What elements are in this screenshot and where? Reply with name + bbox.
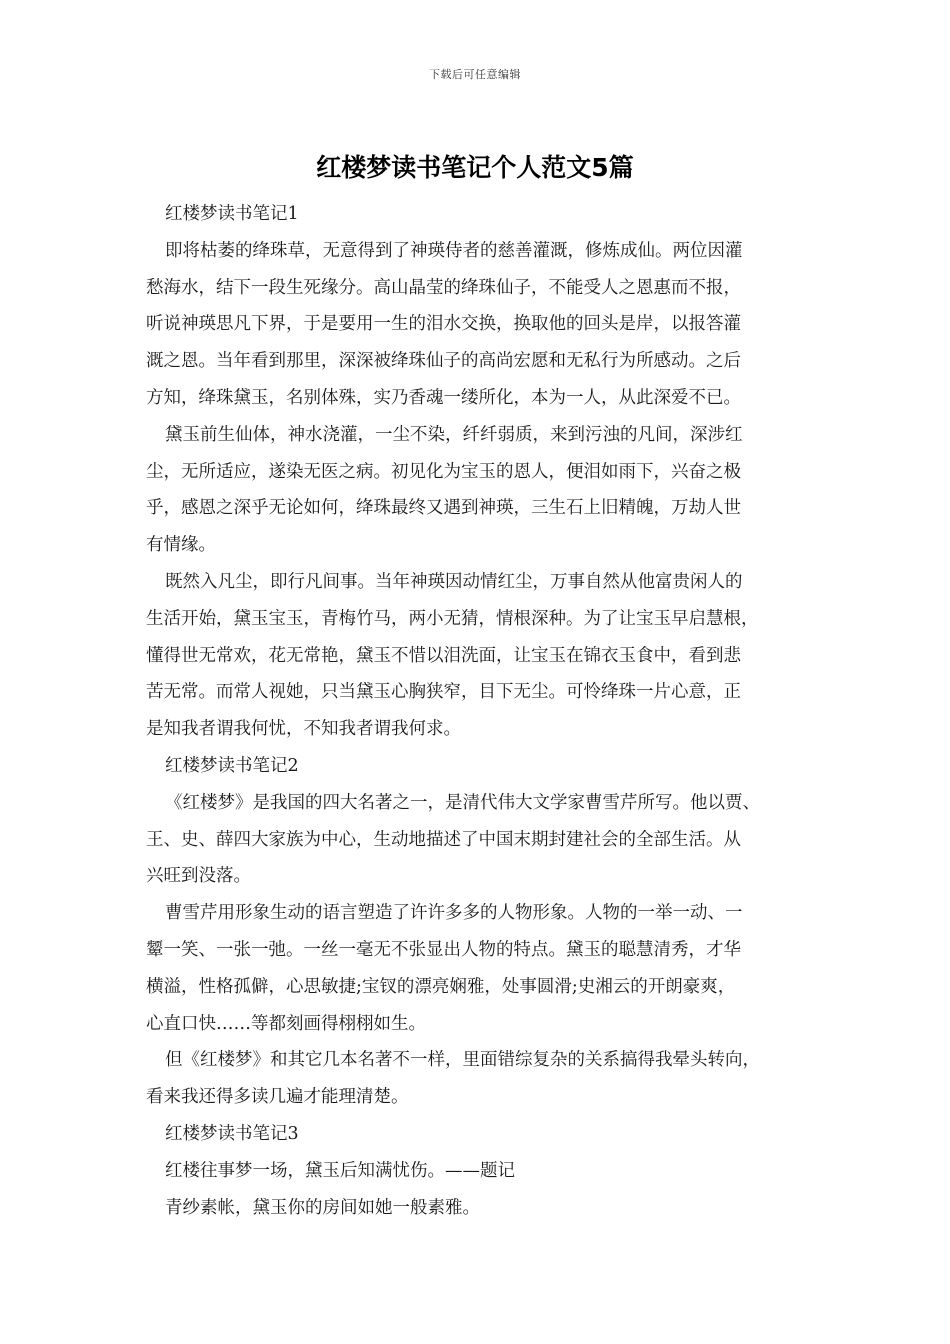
text-line: 既然入凡尘，即行凡间事。当年神瑛因动情红尘，万事自然从他富贵闲人的 [165,571,743,592]
text-line: 是知我者谓我何忧，不知我者谓我何求。 [146,719,461,740]
text-line: 听说神瑛思凡下界，于是要用一生的泪水交换，换取他的回头是岸，以报答灌 [146,314,741,335]
document-body [146,196,818,1226]
text-line: 曹雪芹用形象生动的语言塑造了许许多多的人物形象。人物的一举一动、一 [165,903,743,924]
text-line: 横溢，性格孤僻，心思敏捷;宝钗的漂亮娴雅，处事圆滑;史湘云的开朗豪爽， [146,976,736,997]
text-line: 尘，无所适应，遂染无医之病。初见化为宝玉的恩人，便泪如雨下，兴奋之极 [146,461,741,482]
text-line: 红楼往事梦一场，黛玉后知满忧伤。——题记 [165,1160,515,1181]
text-line: 红楼梦读书笔记1 [165,204,299,224]
text-line: 颦一笑、一张一弛。一丝一毫无不张显出人物的特点。黛玉的聪慧清秀，才华 [146,939,741,960]
text-line: 生活开始，黛玉宝玉，青梅竹马，两小无猜，情根深种。为了让宝玉早启慧根， [146,608,759,629]
text-line: 红楼梦读书笔记2 [165,755,299,776]
text-line: 懂得世无常欢，花无常艳，黛玉不惜以泪洗面，让宝玉在锦衣玉食中，看到悲 [146,645,741,666]
text-line: 兴旺到没落。 [146,866,251,887]
text-line: 青纱素帐，黛玉你的房间如她一般素雅。 [165,1197,480,1218]
text-line: 黛玉前生仙体，神水浇灌，一尘不染，纤纤弱质，来到污浊的凡间，深涉红 [165,424,743,445]
text-line: 看来我还得多读几遍才能理清楚。 [146,1087,409,1108]
text-line: 《红楼梦》是我国的四大名著之一，是清代伟大文学家曹雪芹所写。他以贾、 [165,792,760,813]
text-line: 心直口快……等都刻画得栩栩如生。 [146,1013,426,1034]
text-line: 乎，感恩之深乎无论如何，绛珠最终又遇到神瑛，三生石上旧精魄，万劫人世 [146,498,741,519]
text-line: 即将枯萎的绛珠草，无意得到了神瑛侍者的慈善灌溉，修炼成仙。两位因灌 [165,240,743,261]
text-line: 有情缘。 [146,535,216,556]
text-line: 但《红楼梦》和其它几本名著不一样，里面错综复杂的关系搞得我晕头转向， [165,1050,760,1071]
text-line: 方知，绛珠黛玉，名别体殊，实乃香魂一缕所化，本为一人，从此深爱不已。 [146,387,741,408]
document-title: 红楼梦读书笔记个人范文5篇 [316,153,634,182]
text-line: 溉之恩。当年看到那里，深深被绛珠仙子的高尚宏愿和无私行为所感动。之后 [146,351,741,372]
text-line: 愁海水，结下一段生死缘分。高山晶莹的绛珠仙子，不能受人之恩惠而不报， [146,277,741,298]
page-header-note: 下载后可任意编辑 [429,68,521,81]
text-line: 王、史、薛四大家族为中心，生动地描述了中国末期封建社会的全部生活。从 [146,829,741,850]
text-line: 苦无常。而常人视她，只当黛玉心胸狭窄，目下无尘。可怜绛珠一片心意，正 [146,682,741,703]
text-line: 红楼梦读书笔记3 [165,1123,299,1144]
